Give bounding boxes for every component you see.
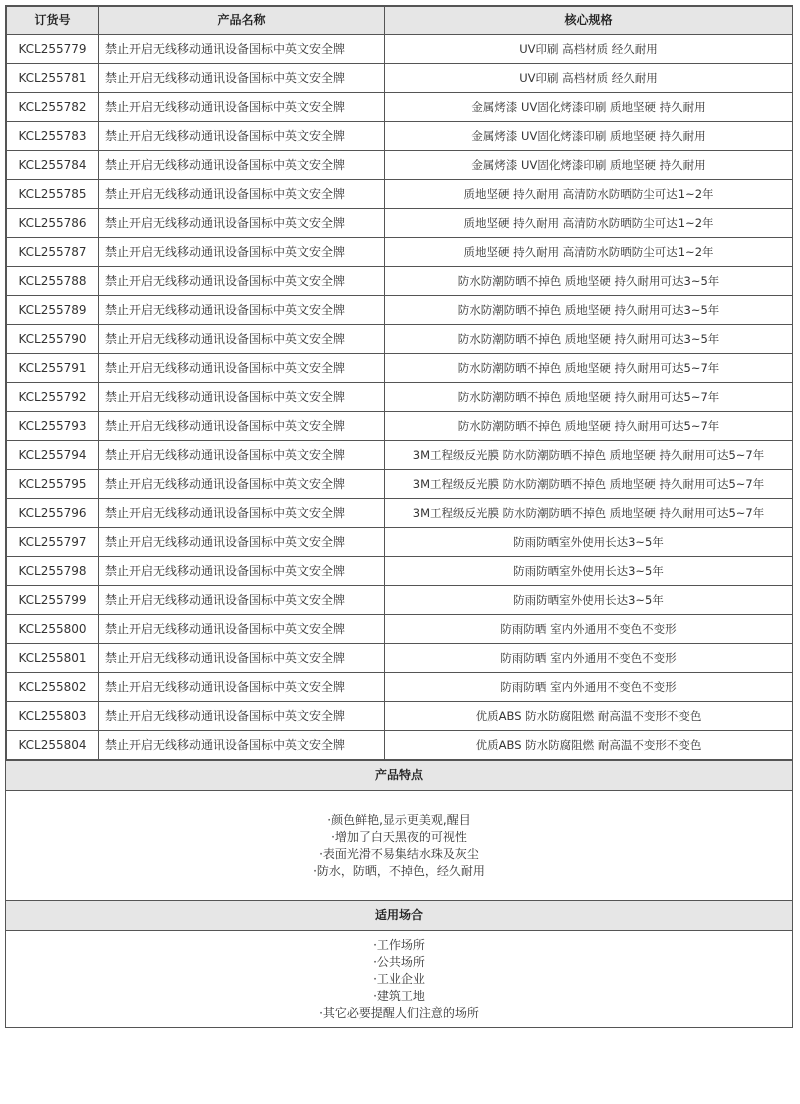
order-number-cell: KCL255789 [7,296,99,325]
core-spec-cell: 防雨防晒 室内外通用不变色不变形 [385,615,793,644]
order-number-cell: KCL255802 [7,673,99,702]
product-name-cell: 禁止开启无线移动通讯设备国标中英文安全牌 [99,35,385,64]
core-spec-cell: 质地坚硬 持久耐用 高清防水防晒防尘可达1~2年 [385,238,793,267]
order-number-cell: KCL255798 [7,557,99,586]
features-list [6,791,792,900]
core-spec-cell: 质地坚硬 持久耐用 高清防水防晒防尘可达1~2年 [385,180,793,209]
occasions-item: ·工业企业 [373,971,425,986]
core-spec-cell: 防水防潮防晒不掉色 质地坚硬 持久耐用可达5~7年 [385,354,793,383]
order-number-cell: KCL255783 [7,122,99,151]
table-row [7,499,793,528]
order-number-cell: KCL255785 [7,180,99,209]
core-spec-cell: 防水防潮防晒不掉色 质地坚硬 持久耐用可达3~5年 [385,325,793,354]
table-row [7,122,793,151]
core-spec-cell: UV印刷 高档材质 经久耐用 [385,64,793,93]
order-number-cell: KCL255793 [7,412,99,441]
order-number-cell: KCL255779 [7,35,99,64]
product-name-cell: 禁止开启无线移动通讯设备国标中英文安全牌 [99,499,385,528]
order-number-cell: KCL255803 [7,702,99,731]
table-row [7,673,793,702]
features-item: ·防水，防晒，不掉色，经久耐用 [313,863,485,878]
order-number-cell: KCL255787 [7,238,99,267]
table-row [7,238,793,267]
core-spec-cell: 金属烤漆 UV固化烤漆印刷 质地坚硬 持久耐用 [385,151,793,180]
product-name-cell: 禁止开启无线移动通讯设备国标中英文安全牌 [99,615,385,644]
table-row [7,615,793,644]
table-header-row [7,7,793,35]
order-number-cell: KCL255796 [7,499,99,528]
core-spec-cell: 防雨防晒室外使用长达3~5年 [385,586,793,615]
order-number-cell: KCL255788 [7,267,99,296]
occasions-list [6,931,792,1027]
header-order-number: 订货号 [7,7,99,35]
table-body [7,35,793,760]
table-row [7,180,793,209]
product-name-cell: 禁止开启无线移动通讯设备国标中英文安全牌 [99,383,385,412]
order-number-cell: KCL255784 [7,151,99,180]
product-name-cell: 禁止开启无线移动通讯设备国标中英文安全牌 [99,644,385,673]
table-row [7,383,793,412]
core-spec-cell: 防水防潮防晒不掉色 质地坚硬 持久耐用可达5~7年 [385,383,793,412]
table-row [7,470,793,499]
occasions-item: ·其它必要提醒人们注意的场所 [319,1005,479,1020]
table-row [7,441,793,470]
order-number-cell: KCL255797 [7,528,99,557]
core-spec-cell: 3M工程级反光膜 防水防潮防晒不掉色 质地坚硬 持久耐用可达5~7年 [385,499,793,528]
order-number-cell: KCL255801 [7,644,99,673]
product-name-cell: 禁止开启无线移动通讯设备国标中英文安全牌 [99,296,385,325]
product-name-cell: 禁止开启无线移动通讯设备国标中英文安全牌 [99,267,385,296]
core-spec-cell: 优质ABS 防水防腐阻燃 耐高温不变形不变色 [385,702,793,731]
table-row [7,151,793,180]
core-spec-cell: 防雨防晒室外使用长达3~5年 [385,557,793,586]
product-name-cell: 禁止开启无线移动通讯设备国标中英文安全牌 [99,151,385,180]
product-spec-sheet [5,5,793,1028]
order-number-cell: KCL255781 [7,64,99,93]
order-number-cell: KCL255791 [7,354,99,383]
occasions-item: ·工作场所 [373,937,425,952]
product-name-cell: 禁止开启无线移动通讯设备国标中英文安全牌 [99,412,385,441]
occasions-title: 适用场合 [6,900,792,931]
table-row [7,528,793,557]
table-row [7,325,793,354]
table-row [7,644,793,673]
table-row [7,354,793,383]
core-spec-cell: 防雨防晒 室内外通用不变色不变形 [385,644,793,673]
product-name-cell: 禁止开启无线移动通讯设备国标中英文安全牌 [99,325,385,354]
core-spec-cell: 防水防潮防晒不掉色 质地坚硬 持久耐用可达3~5年 [385,267,793,296]
occasions-item: ·建筑工地 [373,988,425,1003]
table-row [7,209,793,238]
table-row [7,412,793,441]
order-number-cell: KCL255782 [7,93,99,122]
order-number-cell: KCL255804 [7,731,99,760]
table-row [7,93,793,122]
order-number-cell: KCL255799 [7,586,99,615]
features-item: ·表面光滑不易集结水珠及灰尘 [319,846,479,861]
header-product-name: 产品名称 [99,7,385,35]
occasions-item: ·公共场所 [373,954,425,969]
features-item: ·增加了白天黑夜的可视性 [331,829,467,844]
product-name-cell: 禁止开启无线移动通讯设备国标中英文安全牌 [99,731,385,760]
product-name-cell: 禁止开启无线移动通讯设备国标中英文安全牌 [99,528,385,557]
product-name-cell: 禁止开启无线移动通讯设备国标中英文安全牌 [99,209,385,238]
product-name-cell: 禁止开启无线移动通讯设备国标中英文安全牌 [99,354,385,383]
core-spec-cell: 防水防潮防晒不掉色 质地坚硬 持久耐用可达5~7年 [385,412,793,441]
core-spec-cell: 优质ABS 防水防腐阻燃 耐高温不变形不变色 [385,731,793,760]
product-name-cell: 禁止开启无线移动通讯设备国标中英文安全牌 [99,557,385,586]
order-number-cell: KCL255786 [7,209,99,238]
order-number-cell: KCL255790 [7,325,99,354]
product-name-cell: 禁止开启无线移动通讯设备国标中英文安全牌 [99,586,385,615]
product-name-cell: 禁止开启无线移动通讯设备国标中英文安全牌 [99,122,385,151]
table-row [7,296,793,325]
product-name-cell: 禁止开启无线移动通讯设备国标中英文安全牌 [99,238,385,267]
core-spec-cell: 质地坚硬 持久耐用 高清防水防晒防尘可达1~2年 [385,209,793,238]
table-row [7,267,793,296]
table-row [7,702,793,731]
product-table [6,6,793,760]
features-title: 产品特点 [6,760,792,791]
core-spec-cell: 防雨防晒 室内外通用不变色不变形 [385,673,793,702]
product-name-cell: 禁止开启无线移动通讯设备国标中英文安全牌 [99,441,385,470]
features-item: ·颜色鲜艳,显示更美观,醒目 [327,812,471,827]
order-number-cell: KCL255795 [7,470,99,499]
core-spec-cell: 防雨防晒室外使用长达3~5年 [385,528,793,557]
table-row [7,586,793,615]
table-row [7,557,793,586]
product-name-cell: 禁止开启无线移动通讯设备国标中英文安全牌 [99,180,385,209]
product-name-cell: 禁止开启无线移动通讯设备国标中英文安全牌 [99,702,385,731]
product-name-cell: 禁止开启无线移动通讯设备国标中英文安全牌 [99,93,385,122]
order-number-cell: KCL255792 [7,383,99,412]
product-name-cell: 禁止开启无线移动通讯设备国标中英文安全牌 [99,673,385,702]
core-spec-cell: 金属烤漆 UV固化烤漆印刷 质地坚硬 持久耐用 [385,122,793,151]
table-row [7,731,793,760]
order-number-cell: KCL255794 [7,441,99,470]
table-row [7,35,793,64]
core-spec-cell: 金属烤漆 UV固化烤漆印刷 质地坚硬 持久耐用 [385,93,793,122]
table-row [7,64,793,93]
header-core-spec: 核心规格 [385,7,793,35]
product-name-cell: 禁止开启无线移动通讯设备国标中英文安全牌 [99,64,385,93]
core-spec-cell: 防水防潮防晒不掉色 质地坚硬 持久耐用可达3~5年 [385,296,793,325]
order-number-cell: KCL255800 [7,615,99,644]
product-name-cell: 禁止开启无线移动通讯设备国标中英文安全牌 [99,470,385,499]
core-spec-cell: 3M工程级反光膜 防水防潮防晒不掉色 质地坚硬 持久耐用可达5~7年 [385,441,793,470]
core-spec-cell: 3M工程级反光膜 防水防潮防晒不掉色 质地坚硬 持久耐用可达5~7年 [385,470,793,499]
core-spec-cell: UV印刷 高档材质 经久耐用 [385,35,793,64]
